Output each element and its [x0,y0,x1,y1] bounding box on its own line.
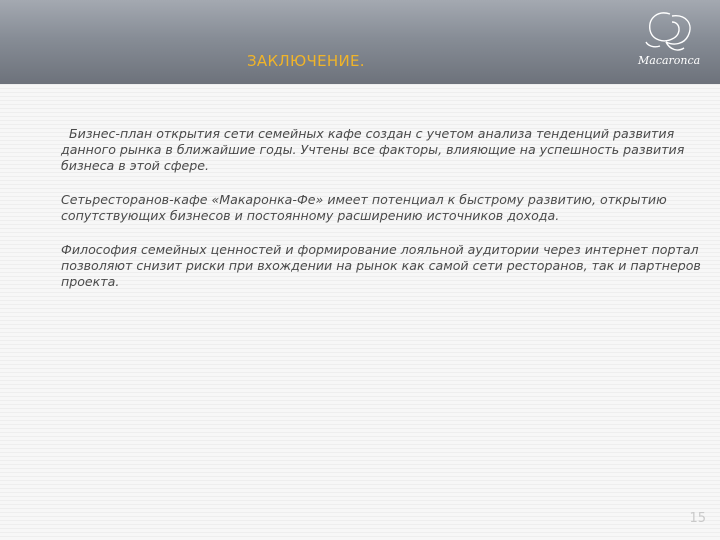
page-number: 15 [689,511,706,526]
page-title [247,52,365,70]
paragraph-potential: Сетьресторанов-кафе «Макаронка-Фе» имеет потенциал к быстрому развитию, открытию сопутствующих бизнесов и постоянному расширению источников дохода. [61,192,667,223]
paragraph-philosophy: Философия семейных ценностей и формирование лояльной аудитории через интернет портал позволяют снизит риски при вхождении на рынок как самой сети ресторанов, так и партнеров проекта. [61,242,701,289]
paragraph-business-plan: Бизнес-план открытия сети семейных кафе создан с учетом анализа тенденций развития данного рынка в ближайшие годы. Учтены все факторы, влияющие на успешность развития бизнеса в этой сфере. [61,126,685,173]
page-title-text: ЗАКЛЮЧЕНИЕ [247,52,360,70]
conclusion-text [61,126,701,308]
header-bar [0,0,720,84]
page-title-dot: . [359,52,365,70]
macaronca-monogram-logo [630,6,710,80]
logo-wordmark: Macaronca [638,54,701,67]
